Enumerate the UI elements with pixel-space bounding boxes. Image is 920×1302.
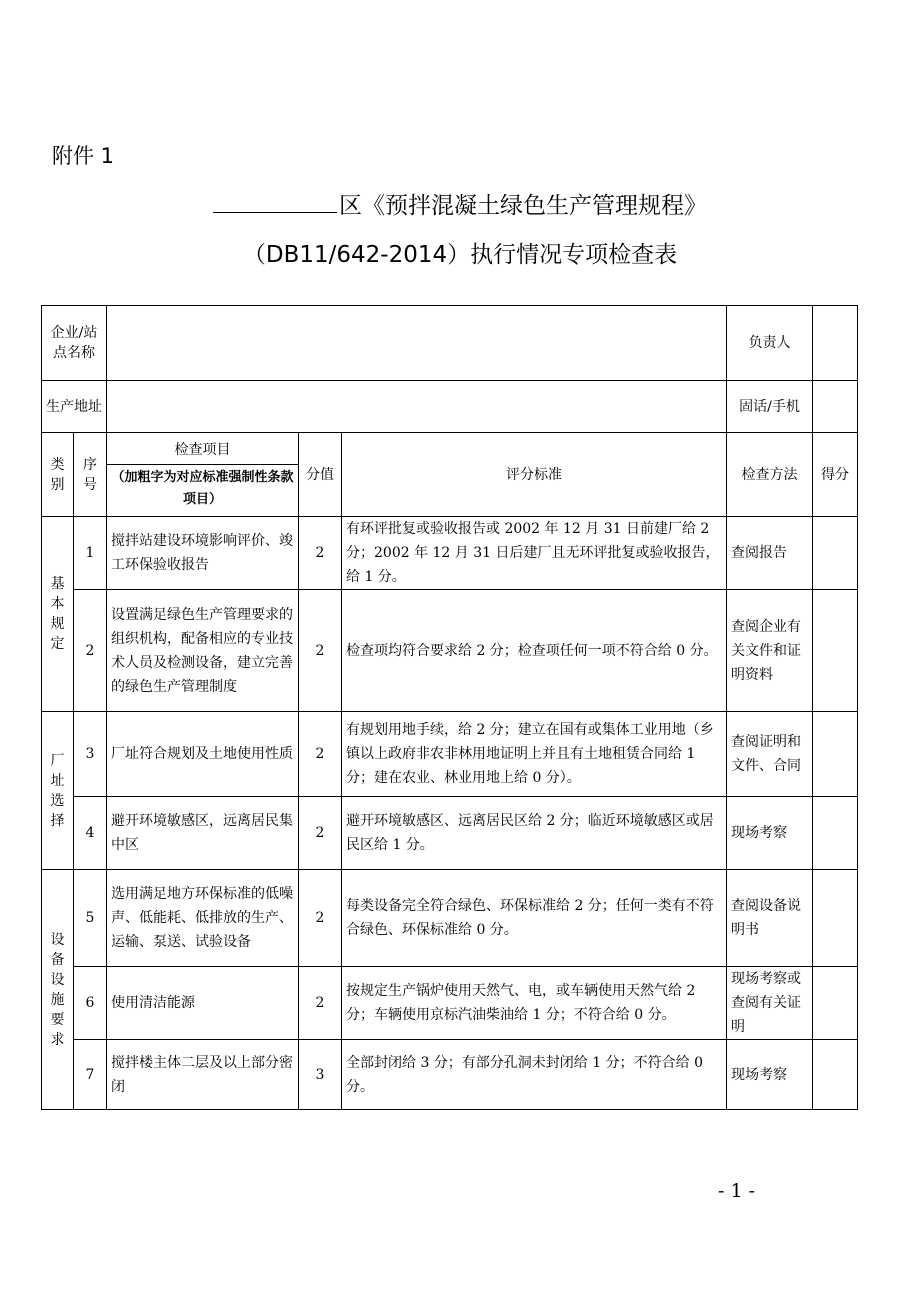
header-item-title: 检查项目 — [107, 437, 298, 465]
header-item — [107, 433, 299, 517]
table-row — [42, 1040, 858, 1110]
row-criteria: 每类设备完全符合绿色、环保标准给 2 分；任何一类有不符合绿色、环保标准给 0 分。 — [342, 870, 727, 967]
address-value — [107, 381, 727, 433]
row-score — [813, 870, 858, 967]
row-item: 搅拌站建设环境影响评价、竣工环保验收报告 — [107, 517, 299, 590]
owner-value — [813, 306, 858, 381]
table-row — [42, 590, 858, 712]
row-criteria: 按规定生产锅炉使用天然气、电，或车辆使用天然气给 2 分；车辆使用京标汽油柴油给 1 分；不符合给 0 分。 — [342, 967, 727, 1040]
inspection-table — [41, 305, 858, 1110]
row-method: 现场考察或查阅有关证明 — [727, 967, 813, 1040]
row-value: 3 — [299, 1040, 342, 1110]
title-text-1: 区《预拌混凝土绿色生产管理规程》 — [339, 193, 707, 219]
row-seq: 5 — [74, 870, 107, 967]
table-row — [42, 797, 858, 870]
row-item: 搅拌楼主体二层及以上部分密闭 — [107, 1040, 299, 1110]
header-score: 得分 — [813, 433, 858, 517]
row-seq: 4 — [74, 797, 107, 870]
header-category: 类别 — [42, 433, 74, 517]
address-label: 生产地址 — [42, 381, 107, 433]
header-seq: 序号 — [74, 433, 107, 517]
row-method: 现场考察 — [727, 797, 813, 870]
row-score — [813, 1040, 858, 1110]
page-number: - 1 - — [718, 1180, 756, 1202]
row-score — [813, 590, 858, 712]
row-method: 现场考察 — [727, 1040, 813, 1110]
table-row — [42, 517, 858, 590]
table-row — [42, 712, 858, 797]
row-item: 厂址符合规划及土地使用性质 — [107, 712, 299, 797]
row-seq: 6 — [74, 967, 107, 1040]
row-score — [813, 517, 858, 590]
row-seq: 7 — [74, 1040, 107, 1110]
category-site: 厂址选择 — [42, 712, 74, 870]
header-item-note: （加粗字为对应标准强制性条款项目） — [111, 469, 294, 507]
owner-label: 负责人 — [727, 306, 813, 381]
row-score — [813, 712, 858, 797]
row-score — [813, 797, 858, 870]
category-basic: 基本规定 — [42, 517, 74, 712]
header-row — [42, 433, 858, 517]
row-method: 查阅证明和文件、合同 — [727, 712, 813, 797]
district-blank — [213, 192, 337, 213]
header-score-value: 分值 — [299, 433, 342, 517]
row-criteria: 避开环境敏感区、远离居民区给 2 分；临近环境敏感区或居民区给 1 分。 — [342, 797, 727, 870]
annex-label: 附件 1 — [52, 144, 115, 168]
row-seq: 1 — [74, 517, 107, 590]
table-row — [42, 870, 858, 967]
row-value: 2 — [299, 712, 342, 797]
header-criteria: 评分标准 — [342, 433, 727, 517]
row-item: 避开环境敏感区，远离居民集中区 — [107, 797, 299, 870]
row-value: 2 — [299, 967, 342, 1040]
row-seq: 3 — [74, 712, 107, 797]
row-value: 2 — [299, 517, 342, 590]
row-criteria: 有环评批复或验收报告或 2002 年 12 月 31 日前建厂给 2 分；2002 年 12 月 31 日后建厂且无环评批复或验收报告，给 1 分。 — [342, 517, 727, 590]
row-value: 2 — [299, 797, 342, 870]
row-item: 设置满足绿色生产管理要求的组织机构，配备相应的专业技术人员及检测设备，建立完善的绿色生产管理制度 — [107, 590, 299, 712]
table-row — [42, 967, 858, 1040]
row-score — [813, 967, 858, 1040]
company-value — [107, 306, 727, 381]
company-label: 企业/站点名称 — [42, 306, 107, 381]
row-criteria: 全部封闭给 3 分；有部分孔洞未封闭给 1 分；不符合给 0 分。 — [342, 1040, 727, 1110]
phone-label: 固话/手机 — [727, 381, 813, 433]
row-value: 2 — [299, 870, 342, 967]
row-criteria: 检查项均符合要求给 2 分；检查项任何一项不符合给 0 分。 — [342, 590, 727, 712]
address-row — [42, 381, 858, 433]
row-value: 2 — [299, 590, 342, 712]
row-method: 查阅报告 — [727, 517, 813, 590]
row-method: 查阅设备说明书 — [727, 870, 813, 967]
phone-value — [813, 381, 858, 433]
title-line-1 — [0, 187, 920, 220]
title-line-2: （DB11/642-2014）执行情况专项检查表 — [242, 242, 678, 268]
category-equipment: 设备设施要求 — [42, 870, 74, 1110]
row-method: 查阅企业有关文件和证明资料 — [727, 590, 813, 712]
row-item: 使用清洁能源 — [107, 967, 299, 1040]
row-seq: 2 — [74, 590, 107, 712]
row-criteria: 有规划用地手续，给 2 分；建立在国有或集体工业用地（乡镇以上政府非农非林用地证明上并且有土地租赁合同给 1 分；建在农业、林业用地上给 0 分）。 — [342, 712, 727, 797]
company-row — [42, 306, 858, 381]
header-method: 检查方法 — [727, 433, 813, 517]
row-item: 选用满足地方环保标准的低噪声、低能耗、低排放的生产、运输、泵送、试验设备 — [107, 870, 299, 967]
